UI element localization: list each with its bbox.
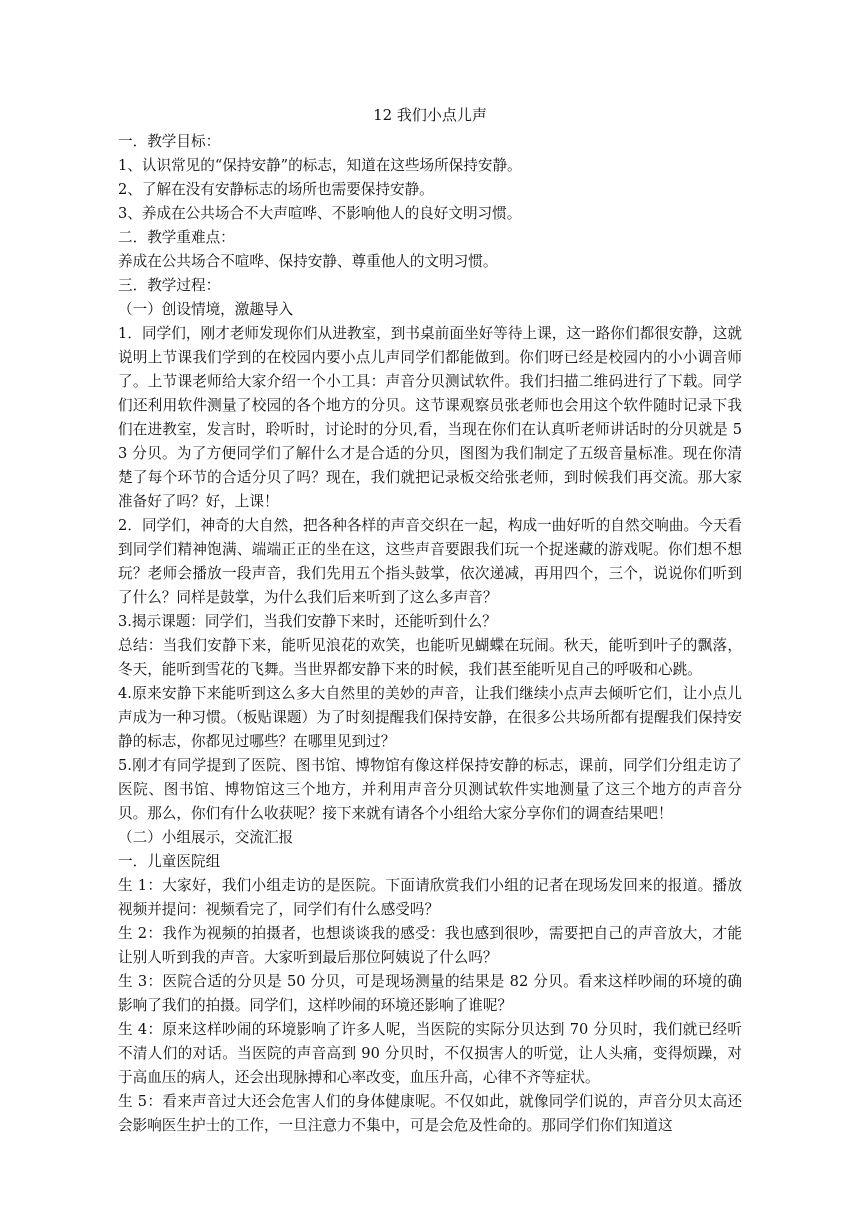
- document-page: [118, 100, 742, 1138]
- paragraph: 4.原来安静下来能听到这么多大自然里的美妙的声音，让我们继续小点声去倾听它们，让小点儿声成为一种习惯。（板贴课题）为了时刻提醒我们保持安静，在很多公共场所都有提醒我们保持安静的标志，你都见过哪些？在哪里见到过？: [118, 685, 742, 750]
- paragraph: 2、了解在没有安静标志的场所也需要保持安静。: [118, 181, 434, 198]
- paragraph: 三．教学过程：: [118, 277, 221, 294]
- paragraph: 生 4：原来这样吵闹的环境影响了许多人呢，当医院的实际分贝达到 70 分贝时，我们就已经听不清人们的对话。当医院的声音高到 90 分贝时，不仅损害人的听觉，让人头痛，变得烦躁，对于高血压的病人，还会出现脉搏和心率改变，血压升高，心律不齐等症状。: [118, 1021, 742, 1086]
- document-title: 12 我们小点儿声: [373, 106, 487, 124]
- paragraph: 二．教学重难点：: [118, 229, 235, 246]
- paragraph: 生 2：我作为视频的拍摄者，也想谈谈我的感受：我也感到很吵，需要把自己的声音放大，才能让别人听到我的声音。大家听到最后那位阿姨说了什么吗？: [118, 925, 742, 966]
- paragraph: 一．儿童医院组: [118, 853, 221, 870]
- paragraph: 5.刚才有同学提到了医院、图书馆、博物馆有像这样保持安静的标志，课前，同学们分组走访了医院、图书馆、博物馆这三个地方，并利用声音分贝测试软件实地测量了这三个地方的声音分贝。那么，你们有什么收获呢？接下来就有请各个小组给大家分享你们的调查结果吧！: [118, 757, 742, 822]
- paragraph: 3.揭示课题：同学们，当我们安静下来时，还能听到什么？: [118, 613, 497, 630]
- paragraph: 2．同学们，神奇的大自然，把各种各样的声音交织在一起，构成一曲好听的自然交响曲。今天看到同学们精神饱满、端端正正的坐在这，这些声音要跟我们玩一个捉迷藏的游戏呢。你们想不想玩？老师会播放一段声音，我们先用五个指头鼓掌，依次递减，再用四个，三个，说说你们听到了什么？同样是鼓掌，为什么我们后来听到了这么多声音？: [118, 517, 742, 606]
- paragraph: 一．教学目标：: [118, 133, 221, 150]
- paragraph: 生 5：看来声音过大还会危害人们的身体健康呢。不仅如此，就像同学们说的，声音分贝太高还会影响医生护士的工作，一旦注意力不集中，可是会危及性命的。那同学们你们知道这: [118, 1093, 742, 1134]
- paragraph: 养成在公共场合不喧哗、保持安静、尊重他人的文明习惯。: [118, 253, 498, 270]
- paragraph: 总结：当我们安静下来，能听见浪花的欢笑，也能听见蝴蝶在玩闹。秋天，能听到叶子的飘落，冬天，能听到雪花的飞舞。当世界都安静下来的时候，我们甚至能听见自己的呼吸和心跳。: [118, 637, 742, 678]
- paragraph: 1．同学们，刚才老师发现你们从进教室，到书桌前面坐好等待上课，这一路你们都很安静，这就说明上节课我们学到的在校园内要小点儿声同学们都能做到。你们呀已经是校园内的小小调音师了。上节课老师给大家介绍一个小工具：声音分贝测试软件。我们扫描二维码进行了下载。同学们还利用软件测量了校园的各个地方的分贝。这节课观察员张老师也会用这个软件随时记录下我们在进教室，发言时，聆听时，讨论时的分贝,看，当现在你们在认真听老师讲话时的分贝就是 53 分贝。为了方便同学们了解什么才是合适的分贝，图图为我们制定了五级音量标准。现在你清楚了每个环节的合适分贝了吗？现在，我们就把记录板交给张老师，到时候我们再交流。那大家准备好了吗？好，上课！: [118, 325, 742, 510]
- paragraph: 生 3：医院合适的分贝是 50 分贝，可是现场测量的结果是 82 分贝。看来这样吵闹的环境的确影响了我们的拍摄。同学们，这样吵闹的环境还影响了谁呢？: [118, 973, 742, 1014]
- paragraph: （二）小组展示，交流汇报: [118, 829, 294, 846]
- paragraph: 1、认识常见的“保持安静”的标志，知道在这些场所保持安静。: [118, 157, 522, 174]
- paragraph: 生 1：大家好，我们小组走访的是医院。下面请欣赏我们小组的记者在现场发回来的报道。播放视频并提问：视频看完了，同学们有什么感受吗？: [118, 877, 742, 918]
- paragraph: 3、养成在公共场合不大声喧哗、不影响他人的良好文明习惯。: [118, 205, 522, 222]
- paragraph: （一）创设情境，激趣导入: [118, 301, 294, 318]
